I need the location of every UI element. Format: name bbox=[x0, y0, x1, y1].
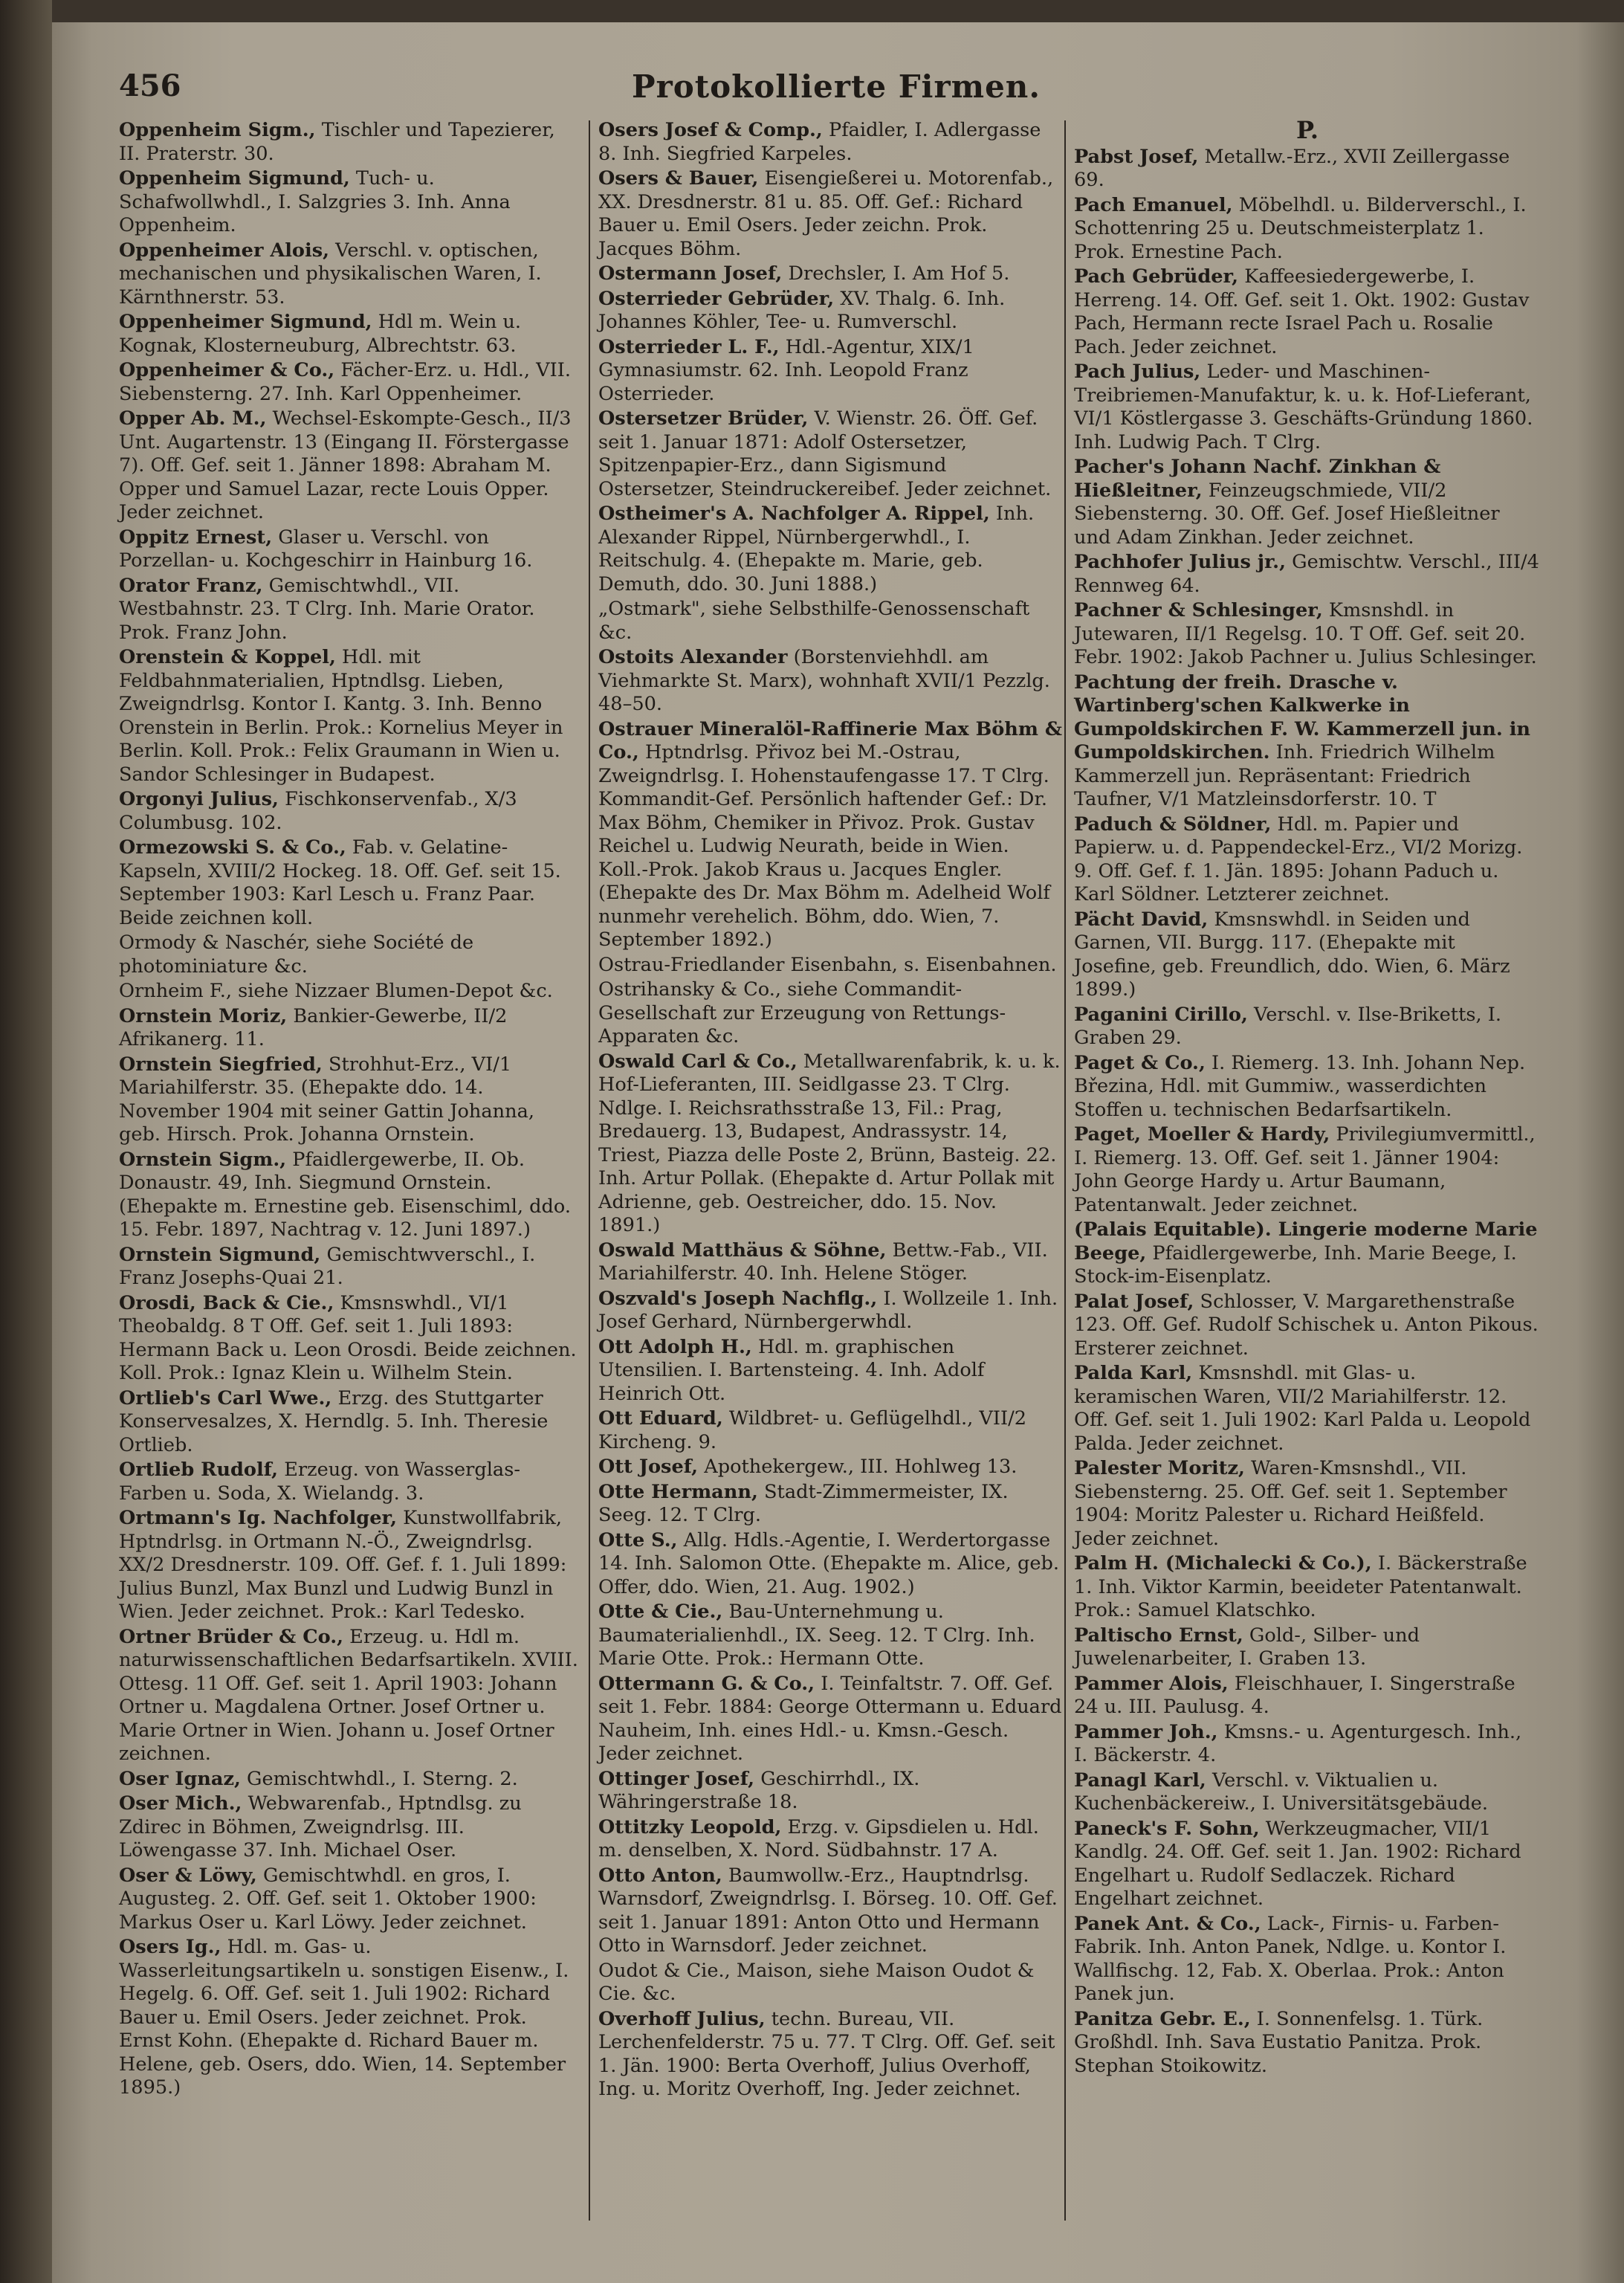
entry-details: Apothekergew., III. Hohlweg 13. bbox=[698, 1456, 1018, 1478]
firm-name: Orgonyi Julius, bbox=[119, 788, 279, 810]
directory-entry bbox=[1074, 265, 1541, 359]
directory-entry bbox=[119, 119, 580, 166]
firm-name: Osers & Bauer, bbox=[598, 167, 759, 190]
entry-details: Feinzeugschmiede, VII/2 Siebensterng. 30. Off. Gef. Josef Hießleitner und Adam Zinkhan. Jeder zeichnet. bbox=[1074, 479, 1500, 549]
entry-details: Privilegiumvermittl., I. Riemerg. 13. Off. Gef. seit 1. Jänner 1904: John George Hardy u. Artur Baumann, Patentanwalt. Jeder zeichnet. bbox=[1074, 1123, 1536, 1216]
entry-details: Glaser u. Verschl. von Porzellan- u. Kochgeschirr in Hainburg 16. bbox=[119, 526, 533, 572]
entry-details: Stadt-Zimmermeister, IX. Seeg. 12. T Clrg. bbox=[598, 1480, 1009, 1526]
entry-details: Strohhut-Erz., VI/1 Mariahilferstr. 35. (Ehepakte ddo. 14. November 1904 mit seiner Gattin Johanna, geb. Hirsch. Prok. Johanna Ornstein. bbox=[119, 1053, 535, 1146]
directory-entry bbox=[119, 788, 580, 835]
firm-name: Ortmann's Ig. Nachfolger, bbox=[119, 1507, 398, 1529]
firm-name: Ottinger Josef, bbox=[598, 1767, 755, 1790]
entry-details: Erzg. v. Gipsdielen u. Hdl. m. denselben, X. Nord. Südbahnstr. 17 A. bbox=[598, 1815, 1039, 1861]
firm-name: Otto Anton, bbox=[598, 1864, 722, 1887]
section-letter: P. bbox=[1296, 116, 1319, 144]
firm-name: Oppenheimer & Co., bbox=[119, 359, 335, 381]
directory-entry bbox=[1074, 908, 1541, 1002]
directory-entry bbox=[1074, 1913, 1541, 2006]
entry-details: Pfaidler, I. Adlergasse 8. Inh. Siegfried Karpeles. bbox=[598, 119, 1041, 165]
directory-entry bbox=[119, 1507, 580, 1624]
firm-name: Ostermann Josef, bbox=[598, 262, 783, 285]
entry-details: Kmsnshdl. mit Glas- u. keramischen Waren, VII/2 Mariahilferstr. 12. Off. Gef. seit 1. Juli 1902: Karl Palda u. Leopold Palda. Jeder zeichnet. bbox=[1074, 1362, 1531, 1455]
firm-name: Oppenheimer Sigmund, bbox=[119, 311, 372, 333]
entry-details: V. Wienstr. 26. Öff. Gef. seit 1. Januar 1871: Adolf Ostersetzer, Spitzenpapier-Erz., dann Sigismund Ostersetzer, Steindruckereibef. Jeder zeichnet. bbox=[598, 407, 1052, 500]
firm-name: Orator Franz, bbox=[119, 574, 263, 597]
firm-name: Ostheimer's A. Nachfolger A. Rippel, bbox=[598, 503, 990, 525]
firm-name: Oppenheim Sigm., bbox=[119, 119, 316, 141]
firm-name: Ortlieb Rudolf, bbox=[119, 1459, 279, 1481]
directory-entry bbox=[119, 407, 580, 525]
directory-entry bbox=[119, 526, 580, 573]
directory-entry bbox=[119, 1768, 580, 1792]
entry-details: Kaffeesiedergewerbe, I. Herreng. 14. Off. Gef. seit 1. Okt. 1902: Gustav Pach, Hermann recte Israel Pach u. Rosalie Pach. Jeder zeichnet. bbox=[1074, 265, 1530, 358]
directory-entry bbox=[598, 1601, 1063, 1671]
directory-entry bbox=[1074, 599, 1541, 670]
firm-name: Pach Gebrüder, bbox=[1074, 265, 1239, 288]
directory-entry bbox=[598, 598, 1063, 645]
firm-name: Pammer Joh., bbox=[1074, 1720, 1218, 1743]
directory-entry bbox=[598, 954, 1063, 978]
entry-details: Gemischtw. Verschl., III/4 Rennweg 64. bbox=[1074, 551, 1539, 597]
firm-name: Ornstein Siegfried, bbox=[119, 1053, 323, 1076]
firm-name: Opper Ab. M., bbox=[119, 407, 267, 430]
entry-details: Bau-Unternehmung u. Baumaterialienhdl., IX. Seeg. 12. T Clrg. Inh. Marie Otte. Prok.: Hermann Otte. bbox=[598, 1601, 1035, 1670]
entry-details: Fischkonservenfab., X/3 Columbusg. 102. bbox=[119, 788, 517, 834]
entry-details: Verschl. v. optischen, mechanischen und physikalischen Waren, I. Kärnthnerstr. 53. bbox=[119, 239, 542, 309]
firm-name: Oppenheimer Alois, bbox=[119, 239, 330, 262]
directory-entry bbox=[1074, 1123, 1541, 1217]
entry-details: Gold-, Silber- und Juwelenarbeiter, I. Graben 13. bbox=[1074, 1624, 1420, 1670]
directory-entry bbox=[1074, 194, 1541, 265]
directory-entry bbox=[1074, 361, 1541, 454]
entry-details: Wechsel-Eskompte-Gesch., II/3 Unt. Augartenstr. 13 (Eingang II. Förstergasse 7). Off. Gef. seit 1. Jänner 1898: Abraham M. Opper und Samuel Lazar, recte Louis Opper. Jeder zeichnet. bbox=[119, 407, 572, 523]
directory-entry bbox=[119, 1864, 580, 1935]
firm-name: Pächt David, bbox=[1074, 908, 1209, 931]
firm-name: Palda Karl, bbox=[1074, 1362, 1193, 1384]
entry-details: Fab. v. Gelatine-Kapseln, XVIII/2 Hockeg. 18. Off. Gef. seit 15. September 1903: Karl Lesch u. Franz Paar. Beide zeichnen koll. bbox=[119, 836, 561, 929]
entry-details: Werkzeugmacher, VII/1 Kandlg. 24. Off. Gef. seit 1. Jan. 1902: Richard Engelhart u. Rudolf Sedlaczek. Richard Engelhart zeichnet. bbox=[1074, 1817, 1521, 1910]
directory-entry bbox=[598, 407, 1063, 501]
firm-name: Ott Eduard, bbox=[598, 1407, 723, 1430]
firm-name: Oser & Löwy, bbox=[119, 1864, 257, 1887]
entry-details: I. Bäckerstraße 1. Inh. Viktor Karmin, beeideter Patentanwalt. Prok.: Samuel Klatschko. bbox=[1074, 1552, 1527, 1621]
directory-entry bbox=[598, 1239, 1063, 1286]
firm-name: Otte Hermann, bbox=[598, 1480, 758, 1503]
entry-details: Verschl. v. Viktualien u. Kuchenbäckereiw., I. Universitätsgebäude. bbox=[1074, 1769, 1489, 1815]
column-2 bbox=[598, 119, 1063, 2103]
entry-details: Schlosser, V. Margarethenstraße 123. Off. Gef. Rudolf Schischek u. Anton Pikous. Ersterer zeichnet. bbox=[1074, 1290, 1539, 1360]
entry-details: Kmsnswhdl. in Seiden und Garnen, VII. Burgg. 117. (Ehepakte mit Josefine, geb. Freundlich, ddo. Wien, 6. März 1899.) bbox=[1074, 908, 1510, 1001]
column-1 bbox=[119, 119, 580, 2102]
firm-name: Palat Josef, bbox=[1074, 1290, 1194, 1313]
firm-name: Palester Moritz, bbox=[1074, 1457, 1245, 1479]
directory-entry bbox=[598, 119, 1063, 166]
entry-details: Erzeug. u. Hdl m. naturwissenschaftlichen Bedarfsartikeln. XVIII. Ottesg. 11 Off. Gef. seit 1. April 1903: Johann Ortner u. Magdalena Ortner. Josef Ortner u. Marie Ortner in Wien. Johann u. Josef Ortner zeichnen. bbox=[119, 1625, 578, 1765]
entry-details: Pfaidlergewerbe, II. Ob. Donaustr. 49, Inh. Siegmund Ornstein. (Ehepakte m. Ernestine geb. Eisenschiml, ddo. 15. Febr. 1897, Nachtrag v. 12. Juni 1897.) bbox=[119, 1148, 572, 1241]
column-3 bbox=[1074, 116, 1541, 2079]
directory-entry bbox=[119, 1005, 580, 1052]
firm-name: Oppitz Ernest, bbox=[119, 526, 273, 549]
directory-entry bbox=[598, 1456, 1063, 1479]
running-title: Protokollierte Firmen. bbox=[632, 68, 1041, 105]
directory-entry bbox=[1074, 2008, 1541, 2079]
entry-details: Hdl m. Wein u. Kognak, Klosterneuburg, Albrechtstr. 63. bbox=[119, 311, 522, 357]
entry-details: Hptndrlsg. Přivoz bei M.-Ostrau, Zweigndrlsg. I. Hohenstaufengasse 17. T Clrg. Kommandit-Gef. Persönlich haftender Gef.: Dr. Max Böhm, Chemiker in Přivoz. Prok. Gustav Reichel u. Ludwig Neurath, beide in Wien. Koll.-Prok. Jakob Kraus u. Jacques Engler. (Ehepakte des Dr. Max Böhm m. Adelheid Wolf nunmehr verehelich. Böhm, ddo. Wien, 7. September 1892.) bbox=[598, 741, 1050, 951]
firm-name: Overhoff Julius, bbox=[598, 2007, 766, 2030]
entry-details: I. Riemerg. 13. Inh. Johann Nep. Březina, Hdl. mit Gummiw., wasserdichten Stoffen u. technischen Bedarfsartikeln. bbox=[1074, 1051, 1526, 1121]
directory-entry bbox=[598, 336, 1063, 407]
directory-entry bbox=[119, 980, 580, 1004]
directory-entry bbox=[598, 1288, 1063, 1334]
directory-entry bbox=[119, 1792, 580, 1863]
directory-entry bbox=[598, 167, 1063, 261]
directory-entry bbox=[1074, 1818, 1541, 1911]
directory-entry bbox=[1074, 456, 1541, 549]
firm-name: Ottitzky Leopold, bbox=[598, 1815, 782, 1838]
directory-entry bbox=[1074, 1291, 1541, 1361]
firm-name: Paltischo Ernst, bbox=[1074, 1624, 1243, 1647]
directory-entry bbox=[119, 931, 580, 978]
firm-name: Paneck's F. Sohn, bbox=[1074, 1817, 1260, 1840]
entry-details: Webwarenfab., Hptndlsg. zu Zdirec in Böhmen, Zweigndrlsg. III. Löwengasse 37. Inh. Michael Oser. bbox=[119, 1792, 522, 1861]
book-spine bbox=[0, 0, 52, 2283]
entry-details: Metallwarenfabrik, k. u. k. Hof-Lieferanten, III. Seidlgasse 23. T Clrg. Ndlge. I. Reichsrathsstraße 13, Fil.: Prag, Bredauerg. 13, Budapest, Andrassystr. 14, Triest, Piazza delle Poste 2, Brünn, Basteig. 22. Inh. Artur Pollak. (Ehepakte d. Artur Pollak mit Adrienne, geb. Oestreicher, ddo. 15. Nov. 1891.) bbox=[598, 1050, 1061, 1236]
directory-entry bbox=[119, 836, 580, 930]
entry-details: Allg. Hdls.-Agentie, I. Werdertorgasse 14. Inh. Salomon Otte. (Ehepakte m. Alice, geb. Offer, ddo. Wien, 21. Aug. 1902.) bbox=[598, 1528, 1060, 1598]
firm-name: Ornstein Moriz, bbox=[119, 1004, 288, 1027]
directory-entry bbox=[598, 1960, 1063, 2006]
firm-name: Osers Josef & Comp., bbox=[598, 119, 823, 141]
entry-details: Inh. Alexander Rippel, Nürnbergerwhdl., I. Reitschulg. 4. (Ehepakte m. Marie, geb. Demuth, ddo. 30. Juni 1888.) bbox=[598, 503, 1035, 595]
directory-entry bbox=[1074, 1218, 1541, 1289]
directory-entry bbox=[119, 239, 580, 310]
entry-details: Fleischhauer, I. Singerstraße 24 u. III. Paulusg. 4. bbox=[1074, 1672, 1515, 1718]
directory-entry bbox=[119, 1387, 580, 1458]
firm-name: Otte S., bbox=[598, 1528, 678, 1551]
entry-details: Kmsnswhdl., VI/1 Theobaldg. 8 T Off. Gef. seit 1. Juli 1893: Hermann Back u. Leon Orosdi. Beide zeichnen. Koll. Prok.: Ignaz Klein u. Wilhelm Stein. bbox=[119, 1291, 577, 1384]
directory-entry bbox=[1074, 1052, 1541, 1123]
entry-details: Inh. Friedrich Wilhelm Kammerzell jun. Repräsentant: Friedrich Taufner, V/1 Matzleinsdorferstr. 10. T bbox=[1074, 741, 1495, 810]
directory-entry bbox=[119, 1053, 580, 1147]
firm-name: Otte & Cie., bbox=[598, 1601, 723, 1623]
entry-details: Verschl. v. Ilse-Briketts, I. Graben 29. bbox=[1074, 1003, 1501, 1049]
directory-entry bbox=[598, 718, 1063, 952]
entry-details: Gemischtwverschl., I. Franz Josephs-Quai 21. bbox=[119, 1243, 536, 1289]
directory-entry bbox=[119, 1292, 580, 1386]
entry-details: Fächer-Erz. u. Hdl., VII. Siebensterng. 27. Inh. Karl Oppenheimer. bbox=[119, 359, 572, 405]
firm-name: Orenstein & Koppel, bbox=[119, 646, 336, 668]
firm-name: Osterrieder L. F., bbox=[598, 335, 780, 358]
entry-details: Erzeug. von Wasserglas-Farben u. Soda, X. Wielandg. 3. bbox=[119, 1459, 520, 1505]
directory-entry bbox=[1074, 551, 1541, 598]
entry-details: Hdl. m. Papier und Papierw. u. d. Pappendeckel-Erz., VI/2 Morizg. 9. Off. Gef. f. 1. Jän. 1895: Johann Paduch u. Karl Söldner. Letzterer zeichnet. bbox=[1074, 813, 1523, 905]
entry-details: Eisengießerei u. Motorenfab., XX. Dresdnerstr. 81 u. 85. Off. Gef.: Richard Bauer u. Emil Osers. Jeder zeichn. Prok. Jacques Böhm. bbox=[598, 167, 1054, 260]
firm-name: Osterrieder Gebrüder, bbox=[598, 287, 835, 310]
directory-entry bbox=[1074, 1552, 1541, 1623]
directory-entry bbox=[119, 359, 580, 406]
firm-name: Pachtung der freih. Drasche v. Wartinberg'schen Kalkwerke in Gumpoldskirchen F. W. Kammerzell jun. in Gumpoldskirchen. bbox=[1074, 671, 1531, 763]
directory-entry bbox=[119, 1936, 580, 2100]
entry-details: Leder- und Maschinen-Treibriemen-Manufaktur, k. u. k. Hof-Lieferant, VI/1 Köstlergasse 3. Geschäfts-Gründung 1860. Inh. Ludwig Pach. T Clrg. bbox=[1074, 361, 1533, 453]
entry-details: Lack-, Firnis- u. Farben-Fabrik. Inh. Anton Panek, Ndlge. u. Kontor I. Wallfischg. 12, Fab. X. Oberlaa. Prok.: Anton Panek jun. bbox=[1074, 1912, 1507, 2005]
entry-details: Oudot & Cie., Maison, siehe Maison Oudot & Cie. &c. bbox=[598, 1959, 1035, 2005]
entry-details: Erzg. des Stuttgarter Konservesalzes, X. Herndlg. 5. Inh. Theresie Ortlieb. bbox=[119, 1386, 549, 1456]
firm-name: Pach Emanuel, bbox=[1074, 193, 1233, 216]
column-rule bbox=[589, 120, 590, 2221]
entry-details: Kmsnshdl. in Jutewaren, II/1 Regelsg. 10. T Off. Gef. seit 20. Febr. 1902: Jakob Pachner u. Julius Schlesinger. bbox=[1074, 599, 1537, 668]
directory-entry bbox=[119, 311, 580, 358]
firm-name: Ormezowski S. & Co., bbox=[119, 836, 346, 859]
entry-details: Wildbret- u. Geflügelhdl., VII/2 Kircheng. 9. bbox=[598, 1407, 1026, 1453]
directory-entry bbox=[598, 1864, 1063, 1958]
entry-details: Hdl. mit Feldbahnmaterialien, Hptndlsg. Lieben, Zweigndrlsg. Kontor I. Kantg. 3. Inh. Benno Orenstein in Berlin. Prok.: Kornelius Meyer in Berlin. Koll. Prok.: Felix Graumann in Wien u. Sandor Schlesinger in Budapest. bbox=[119, 646, 563, 786]
entry-details: (Borstenviehhdl. am Viehmarkte St. Marx), wohnhaft XVII/1 Pezzlg. 48–50. bbox=[598, 646, 1050, 715]
entry-details: Tischler und Tapezierer, II. Praterstr. 30. bbox=[119, 119, 555, 165]
page-header bbox=[119, 68, 1553, 113]
entry-details: „Ostmark", siehe Selbsthilfe-Genossenschaft &c. bbox=[598, 598, 1030, 644]
directory-entry bbox=[598, 2008, 1063, 2102]
entry-details: Gemischtwhdl., I. Sterng. 2. bbox=[240, 1767, 518, 1790]
entry-details: Hdl. m. graphischen Utensilien. I. Bartensteing. 4. Inh. Adolf Heinrich Ott. bbox=[598, 1335, 985, 1405]
directory-entry bbox=[598, 1050, 1063, 1238]
directory-entry bbox=[1074, 1457, 1541, 1551]
firm-name: Oszvald's Joseph Nachflg., bbox=[598, 1287, 878, 1310]
directory-entry bbox=[1074, 1624, 1541, 1671]
firm-name: Ornstein Sigm., bbox=[119, 1148, 287, 1171]
entry-details: Pfaidlergewerbe, Inh. Marie Beege, I. Stock-im-Eisenplatz. bbox=[1074, 1241, 1517, 1288]
entry-details: Bettw.-Fab., VII. Mariahilferstr. 40. Inh. Helene Stöger. bbox=[598, 1239, 1048, 1285]
entry-details: I. Sonnenfelsg. 1. Türk. Großhdl. Inh. Sava Eustatio Panitza. Prok. Stephan Stoikowitz. bbox=[1074, 2007, 1484, 2077]
directory-entry bbox=[598, 503, 1063, 596]
firm-name: Oser Mich., bbox=[119, 1792, 242, 1815]
directory-entry bbox=[1074, 813, 1541, 907]
firm-name: Oser Ignaz, bbox=[119, 1767, 241, 1790]
firm-name: Orosdi, Back & Cie., bbox=[119, 1291, 334, 1314]
directory-entry bbox=[119, 1149, 580, 1242]
firm-name: Panagl Karl, bbox=[1074, 1769, 1206, 1792]
page-number: 456 bbox=[119, 68, 181, 103]
firm-name: (Palais Equitable). Lingerie moderne Marie Beege, bbox=[1074, 1218, 1538, 1265]
entry-details: Gemischtwhdl. en gros, I. Augusteg. 2. Off. Gef. seit 1. Oktober 1900: Markus Oser u. Karl Löwy. Jeder zeichnet. bbox=[119, 1864, 537, 1934]
directory-entry bbox=[119, 1244, 580, 1291]
firm-name: Paget, Moeller & Hardy, bbox=[1074, 1123, 1330, 1146]
firm-name: Ott Josef, bbox=[598, 1456, 699, 1478]
firm-name: Ott Adolph H., bbox=[598, 1335, 752, 1358]
directory-entry bbox=[1074, 1362, 1541, 1456]
directory-entry bbox=[598, 1481, 1063, 1528]
directory-entry bbox=[119, 1459, 580, 1505]
entry-details: I. Teinfaltstr. 7. Off. Gef. seit 1. Febr. 1884: George Ottermann u. Eduard Nauheim, Inh. eines Hdl.- u. Kmsn.-Gesch. Jeder zeichnet. bbox=[598, 1672, 1062, 1765]
entry-details: Waren-Kmsnshdl., VII. Siebensterng. 25. Off. Gef. seit 1. September 1904: Moritz Palester u. Richard Heißfeld. Jeder zeichnet. bbox=[1074, 1457, 1507, 1550]
entry-details: Ornheim F., siehe Nizzaer Blumen-Depot &c. bbox=[119, 980, 553, 1002]
entry-details: Hdl. m. Gas- u. Wasserleitungsartikeln u. sonstigen Eisenw., I. Hegelg. 6. Off. Gef. seit 1. Juli 1902: Richard Bauer u. Emil Osers. Jeder zeichnet. Prok. Ernst Kohn. (Ehepakte d. Richard Bauer m. Helene, geb. Osers, ddo. Wien, 14. September 1895.) bbox=[119, 1936, 569, 2099]
entry-details: Gemischtwhdl., VII. Westbahnstr. 23. T Clrg. Inh. Marie Orator. Prok. Franz John. bbox=[119, 574, 535, 644]
firm-name: Oswald Carl & Co., bbox=[598, 1050, 798, 1073]
directory-entry bbox=[598, 1336, 1063, 1407]
firm-name: Ornstein Sigmund, bbox=[119, 1243, 321, 1266]
directory-entry bbox=[1074, 1769, 1541, 1816]
entry-details: Hdl.-Agentur, XIX/1 Gymnasiumstr. 62. Inh. Leopold Franz Osterrieder. bbox=[598, 335, 974, 405]
firm-name: Ostrauer Mineralöl-Raffinerie Max Böhm & Co., bbox=[598, 717, 1062, 763]
entry-details: Tuch- u. Schafwollwhdl., I. Salzgries 3. Inh. Anna Oppenheim. bbox=[119, 167, 511, 236]
entry-details: Kunstwollfabrik, Hptndrlsg. in Ortmann N.-Ö., Zweigndrlsg. XX/2 Dresdnerstr. 109. Off. Gef. f. 1. Juli 1899: Julius Bunzl, Max Bunzl und Ludwig Bunzl in Wien. Jeder zeichnet. Prok.: Karl Tedesko. bbox=[119, 1507, 567, 1623]
firm-name: Pachhofer Julius jr., bbox=[1074, 551, 1287, 573]
directory-entry bbox=[1074, 1004, 1541, 1050]
directory-entry bbox=[598, 288, 1063, 335]
directory-entry bbox=[598, 1673, 1063, 1766]
firm-name: Pabst Josef, bbox=[1074, 145, 1199, 168]
firm-name: Oppenheim Sigmund, bbox=[119, 167, 350, 190]
directory-entry bbox=[119, 646, 580, 787]
firm-name: Paget & Co., bbox=[1074, 1051, 1206, 1074]
firm-name: Panek Ant. & Co., bbox=[1074, 1912, 1261, 1935]
firm-name: Pachner & Schlesinger, bbox=[1074, 599, 1323, 621]
entry-details: Kmsns.- u. Agenturgesch. Inh., I. Bäckerstr. 4. bbox=[1074, 1720, 1522, 1766]
entry-details: I. Wollzeile 1. Inh. Josef Gerhard, Nürnbergerwhdl. bbox=[598, 1287, 1058, 1333]
firm-name: Paduch & Söldner, bbox=[1074, 813, 1272, 836]
firm-name: Ortner Brüder & Co., bbox=[119, 1625, 344, 1648]
firm-name: Ostersetzer Brüder, bbox=[598, 407, 809, 430]
entry-details: Drechsler, I. Am Hof 5. bbox=[782, 262, 1010, 285]
directory-entry bbox=[119, 167, 580, 238]
directory-entry bbox=[598, 1768, 1063, 1815]
firm-name: Paganini Cirillo, bbox=[1074, 1003, 1248, 1026]
directory-entry bbox=[1074, 146, 1541, 193]
firm-name: Pammer Alois, bbox=[1074, 1672, 1229, 1695]
entry-details: XV. Thalg. 6. Inh. Johannes Köhler, Tee- u. Rumverschl. bbox=[598, 287, 1006, 333]
column-rule bbox=[1064, 120, 1066, 2221]
entry-details: Möbelhdl. u. Bilderverschl., I. Schottenring 25 u. Deutschmeisterplatz 1. Prok. Ernestine Pach. bbox=[1074, 193, 1527, 263]
directory-entry bbox=[1074, 1721, 1541, 1768]
directory-entry bbox=[1074, 671, 1541, 812]
directory-entry bbox=[598, 1529, 1063, 1600]
firm-name: Pach Julius, bbox=[1074, 361, 1201, 383]
directory-entry bbox=[1074, 1673, 1541, 1719]
entry-details: Ostrau-Friedlander Eisenbahn, s. Eisenbahnen. bbox=[598, 953, 1057, 976]
entry-details: Ostrihansky & Co., siehe Commandit-Gesellschaft zur Erzeugung von Rettungs-Apparaten &c. bbox=[598, 978, 1006, 1047]
firm-name: Oswald Matthäus & Söhne, bbox=[598, 1239, 887, 1262]
directory-entry bbox=[598, 1407, 1063, 1454]
firm-name: Ottermann G. & Co., bbox=[598, 1672, 815, 1695]
directory-entry bbox=[598, 646, 1063, 717]
entry-details: Baumwollw.-Erz., Hauptndrlsg. Warnsdorf, Zweigndrlsg. I. Börseg. 10. Off. Gef. seit 1. Januar 1891: Anton Otto und Hermann Otto in Warnsdorf. Jeder zeichnet. bbox=[598, 1864, 1058, 1957]
directory-entry bbox=[598, 978, 1063, 1049]
directory-entry bbox=[119, 575, 580, 645]
entry-details: Ormody & Naschér, siehe Société de photominiature &c. bbox=[119, 931, 474, 978]
firm-name: Palm H. (Michalecki & Co.), bbox=[1074, 1552, 1372, 1575]
firm-name: Pacher's Johann Nachf. Zinkhan & Hießleitner, bbox=[1074, 456, 1441, 502]
directory-entry bbox=[598, 262, 1063, 286]
directory-entry bbox=[598, 1816, 1063, 1863]
entry-details: techn. Bureau, VII. Lerchenfelderstr. 75 u. 77. T Clrg. Off. Gef. seit 1. Jän. 1900: Berta Overhoff, Julius Overhoff, Ing. u. Moritz Overhoff, Ing. Jeder zeichnet. bbox=[598, 2007, 1055, 2100]
entry-details: Geschirrhdl., IX. Währingerstraße 18. bbox=[598, 1767, 920, 1813]
firm-name: Ortlieb's Carl Wwe., bbox=[119, 1386, 332, 1409]
firm-name: Osers Ig., bbox=[119, 1936, 221, 1958]
entry-details: Bankier-Gewerbe, II/2 Afrikanerg. 11. bbox=[119, 1004, 508, 1050]
entry-details: Metallw.-Erz., XVII Zeillergasse 69. bbox=[1074, 145, 1510, 191]
firm-name: Panitza Gebr. E., bbox=[1074, 2007, 1251, 2030]
directory-entry bbox=[119, 1626, 580, 1766]
firm-name: Ostoits Alexander bbox=[598, 646, 788, 668]
